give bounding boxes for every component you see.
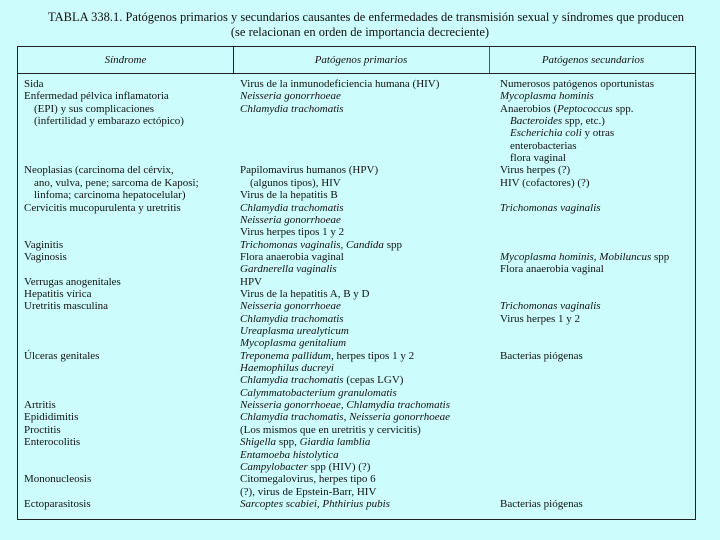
syndrome-cell	[24, 78, 44, 90]
table-line	[18, 164, 695, 176]
cell-text: spp (HIV) (?)	[307, 460, 371, 473]
primary-cell	[240, 90, 341, 102]
secondary-cell	[500, 251, 669, 263]
pathogen-name: Bacteroides	[510, 115, 563, 128]
secondary-cell	[500, 498, 583, 510]
cell-text: Virus herpes tipos 1 y 2	[240, 226, 345, 239]
table-line	[18, 288, 695, 300]
cell-text: Enterocolitis	[24, 436, 81, 449]
syndrome-cell	[24, 90, 169, 102]
primary-cell	[240, 103, 344, 115]
table-subtitle: (se relacionan en orden de importancia decreciente)	[230, 25, 490, 39]
cell-text: Artritis	[24, 399, 56, 412]
pathogen-name: Neisseria gonorrhoeae	[240, 300, 341, 313]
cell-text: Papilomavirus humanos (HPV)	[240, 164, 379, 177]
pathogen-name: Mycoplasma hominis	[500, 90, 594, 103]
table-line	[18, 127, 695, 139]
pathogen-name: Sarcoptes scabiei, Phthirius pubis	[240, 497, 390, 510]
cell-text: spp	[383, 238, 402, 251]
primary-cell	[240, 164, 378, 176]
pathogen-name: Mycoplasma hominis, Mobiluncus	[500, 250, 652, 263]
table-line	[18, 399, 695, 411]
cell-text: Vaginitis	[24, 238, 64, 251]
header-secondary-pathogens: Patógenos secundarios	[541, 54, 645, 66]
syndrome-cell	[24, 164, 174, 176]
syndrome-cell	[24, 424, 61, 436]
secondary-cell	[500, 350, 583, 362]
cell-text: spp,	[276, 436, 300, 449]
syndrome-cell	[24, 103, 154, 115]
primary-cell	[240, 226, 344, 238]
table-line	[18, 276, 695, 288]
primary-cell	[240, 486, 376, 498]
syndrome-cell	[24, 350, 99, 362]
cell-text: Ectoparasitosis	[24, 497, 91, 510]
pathogen-name: Neisseria gonorrhoeae	[240, 213, 341, 226]
table-line	[18, 115, 695, 127]
primary-cell	[240, 350, 414, 362]
syndrome-cell	[24, 411, 78, 423]
cell-text: Enfermedad pélvica inflamatoria	[24, 90, 169, 103]
primary-cell	[240, 436, 370, 448]
table-line	[18, 78, 695, 90]
table-line	[18, 411, 695, 423]
pathogen-name: Trichomonas vaginalis, Candida	[240, 238, 384, 251]
primary-cell	[240, 449, 339, 461]
pathogen-name: Shigella	[240, 436, 277, 449]
primary-cell	[240, 177, 341, 189]
secondary-cell	[500, 177, 590, 189]
primary-cell	[240, 300, 341, 312]
cell-text: enterobacterias	[510, 139, 577, 152]
cell-text: Virus de la inmunodeficiencia humana (HIV)	[240, 78, 440, 90]
pathogen-name: Calymmatobacterium granulomatis	[240, 386, 397, 399]
table-line	[18, 486, 695, 498]
primary-cell	[240, 411, 450, 423]
table-line	[18, 202, 695, 214]
table-line	[18, 226, 695, 238]
secondary-cell	[500, 300, 601, 312]
cell-text: Virus herpes 1 y 2	[500, 312, 580, 325]
primary-cell	[240, 387, 397, 399]
cell-text: Hepatitis vírica	[24, 287, 92, 300]
syndrome-cell	[24, 189, 185, 201]
pathogen-name: Haemophilus ducreyi	[240, 362, 334, 375]
primary-cell	[240, 337, 346, 349]
cell-text: HIV (cofactores) (?)	[500, 176, 590, 189]
cell-text: Virus de la hepatitis B	[240, 189, 338, 202]
cell-text: (infertilidad y embarazo ectópico)	[34, 115, 184, 128]
table-line	[18, 424, 695, 436]
primary-cell	[240, 424, 421, 436]
syndrome-cell	[24, 300, 108, 312]
primary-cell	[240, 288, 370, 300]
pathogen-name: Giardia lamblia	[299, 436, 371, 449]
table-title: TABLA 338.1. Patógenos primarios y secundarios causantes de enfermedades de transmisión sexual y síndromes que producen	[48, 10, 684, 24]
syndrome-cell	[24, 498, 91, 510]
syndrome-cell	[24, 202, 181, 214]
primary-cell	[240, 214, 341, 226]
secondary-cell	[500, 202, 601, 214]
table-line	[18, 473, 695, 485]
pathogen-name: Chlamydia trachomatis	[240, 312, 344, 325]
pathogen-name: Campylobacter	[240, 460, 308, 473]
table-line	[18, 239, 695, 251]
header-syndrome: Síndrome	[18, 47, 234, 73]
syndrome-cell	[24, 115, 184, 127]
cell-text: Numerosos patógenos oportunistas	[500, 78, 654, 90]
cell-text: Úlceras genitales	[24, 349, 100, 362]
pathogen-name: Mycoplasma genitalium	[240, 337, 347, 350]
primary-cell	[240, 399, 450, 411]
secondary-cell	[500, 127, 614, 139]
cell-text: (EPI) y sus complicaciones	[34, 102, 155, 115]
cell-text: Uretritis masculina	[24, 300, 109, 313]
table-line	[18, 152, 695, 164]
syndrome-cell	[24, 399, 56, 411]
cell-text: Anaerobios (	[500, 102, 558, 115]
cell-text: HPV	[240, 275, 263, 288]
header-primary-pathogens: Patógenos primarios	[233, 47, 490, 73]
table-line	[18, 374, 695, 386]
table-line	[18, 461, 695, 473]
primary-cell	[240, 313, 344, 325]
secondary-cell	[500, 78, 654, 90]
cell-text: Virus herpes (?)	[500, 164, 571, 177]
table-line	[18, 325, 695, 337]
cell-text: Neoplasias (carcinoma del cérvix,	[24, 164, 174, 177]
table-line	[18, 362, 695, 374]
syndrome-cell	[24, 239, 63, 251]
primary-cell	[240, 362, 334, 374]
table-line	[18, 177, 695, 189]
primary-cell	[240, 473, 376, 485]
cell-text: Citomegalovirus, herpes tipo 6	[240, 473, 376, 486]
cell-text: (?), virus de Epstein-Barr, HIV	[240, 485, 377, 498]
secondary-cell	[500, 313, 580, 325]
pathogen-name: Chlamydia trachomatis	[240, 201, 344, 214]
cell-text: spp	[651, 250, 670, 263]
pathogen-name: Neisseria gonorrhoeae	[240, 90, 341, 103]
cell-text: (algunos tipos), HIV	[250, 176, 341, 189]
primary-cell	[240, 276, 262, 288]
table-line	[18, 251, 695, 263]
primary-cell	[240, 202, 344, 214]
cell-text: Bacterias piógenas	[500, 497, 583, 510]
pathogen-name: Trichomonas vaginalis	[500, 300, 601, 313]
table-line	[18, 498, 695, 510]
primary-cell	[240, 461, 370, 473]
cell-text: ano, vulva, pene; sarcoma de Kaposi;	[34, 176, 199, 189]
pathogen-name: Peptococcus	[557, 102, 613, 115]
secondary-cell	[500, 140, 577, 152]
cell-text: Flora anaerobia vaginal	[240, 250, 344, 263]
table-line	[18, 449, 695, 461]
table-line	[18, 140, 695, 152]
cell-text: flora vaginal	[510, 152, 566, 165]
cell-text: , herpes tipos 1 y 2	[330, 349, 415, 362]
cell-text: (cepas LGV)	[343, 374, 404, 387]
syndrome-cell	[24, 276, 121, 288]
secondary-cell	[500, 115, 605, 127]
pathogen-name: Escherichia coli	[510, 127, 582, 140]
primary-cell	[240, 251, 344, 263]
cell-text: Flora anaerobia vaginal	[500, 263, 604, 276]
cell-text: Sida	[24, 78, 44, 90]
table-line	[18, 350, 695, 362]
std-pathogens-table	[17, 46, 696, 520]
pathogen-name: Gardnerella vaginalis	[240, 263, 337, 276]
secondary-cell	[500, 263, 604, 275]
table-line	[18, 189, 695, 201]
table-line	[18, 337, 695, 349]
cell-text: Vaginosis	[24, 250, 67, 263]
cell-text: Proctitis	[24, 423, 61, 436]
primary-cell	[240, 239, 402, 251]
pathogen-name: Chlamydia trachomatis	[240, 102, 344, 115]
primary-cell	[240, 498, 390, 510]
cell-text: Epididimitis	[24, 411, 79, 424]
pathogen-name: Trichomonas vaginalis	[500, 201, 601, 214]
table-line	[18, 263, 695, 275]
pathogen-name: Neisseria gonorrhoeae, Chlamydia trachomatis	[240, 399, 451, 412]
syndrome-cell	[24, 288, 92, 300]
table-line	[18, 313, 695, 325]
secondary-cell	[500, 103, 634, 115]
cell-text: y otras	[581, 127, 615, 140]
cell-text: spp, etc.)	[562, 115, 605, 128]
syndrome-cell	[24, 177, 199, 189]
primary-cell	[240, 263, 337, 275]
primary-cell	[240, 78, 439, 90]
table-line	[18, 103, 695, 115]
cell-text: Verrugas anogenitales	[24, 275, 121, 288]
pathogen-name: Treponema pallidum	[240, 349, 331, 362]
pathogen-name: Chlamydia trachomatis, Neisseria gonorrhoeae	[240, 411, 451, 424]
primary-cell	[240, 325, 349, 337]
table-line	[18, 90, 695, 102]
table-header	[18, 47, 695, 74]
cell-text: Mononucleosis	[24, 473, 92, 486]
pathogen-name: Entamoeba histolytica	[240, 448, 339, 461]
syndrome-cell	[24, 251, 67, 263]
primary-cell	[240, 189, 338, 201]
cell-text: (Los mismos que en uretritis y cervicitis)	[240, 423, 421, 436]
secondary-cell	[500, 152, 566, 164]
primary-cell	[240, 374, 403, 386]
cell-text: Bacterias piógenas	[500, 349, 583, 362]
secondary-cell	[500, 90, 594, 102]
pathogen-name: Chlamydia trachomatis	[240, 374, 344, 387]
table-line	[18, 436, 695, 448]
pathogen-name: Ureaplasma urealyticum	[240, 325, 349, 337]
secondary-cell	[500, 164, 570, 176]
cell-text: Cervicitis mucopurulenta y uretritis	[24, 201, 181, 214]
cell-text: linfoma; carcinoma hepatocelular)	[34, 189, 186, 202]
table-line	[18, 387, 695, 399]
table-line	[18, 300, 695, 312]
cell-text: Virus de la hepatitis A, B y D	[240, 287, 370, 300]
cell-text: spp.	[612, 102, 634, 115]
table-line	[18, 214, 695, 226]
syndrome-cell	[24, 473, 91, 485]
syndrome-cell	[24, 436, 80, 448]
